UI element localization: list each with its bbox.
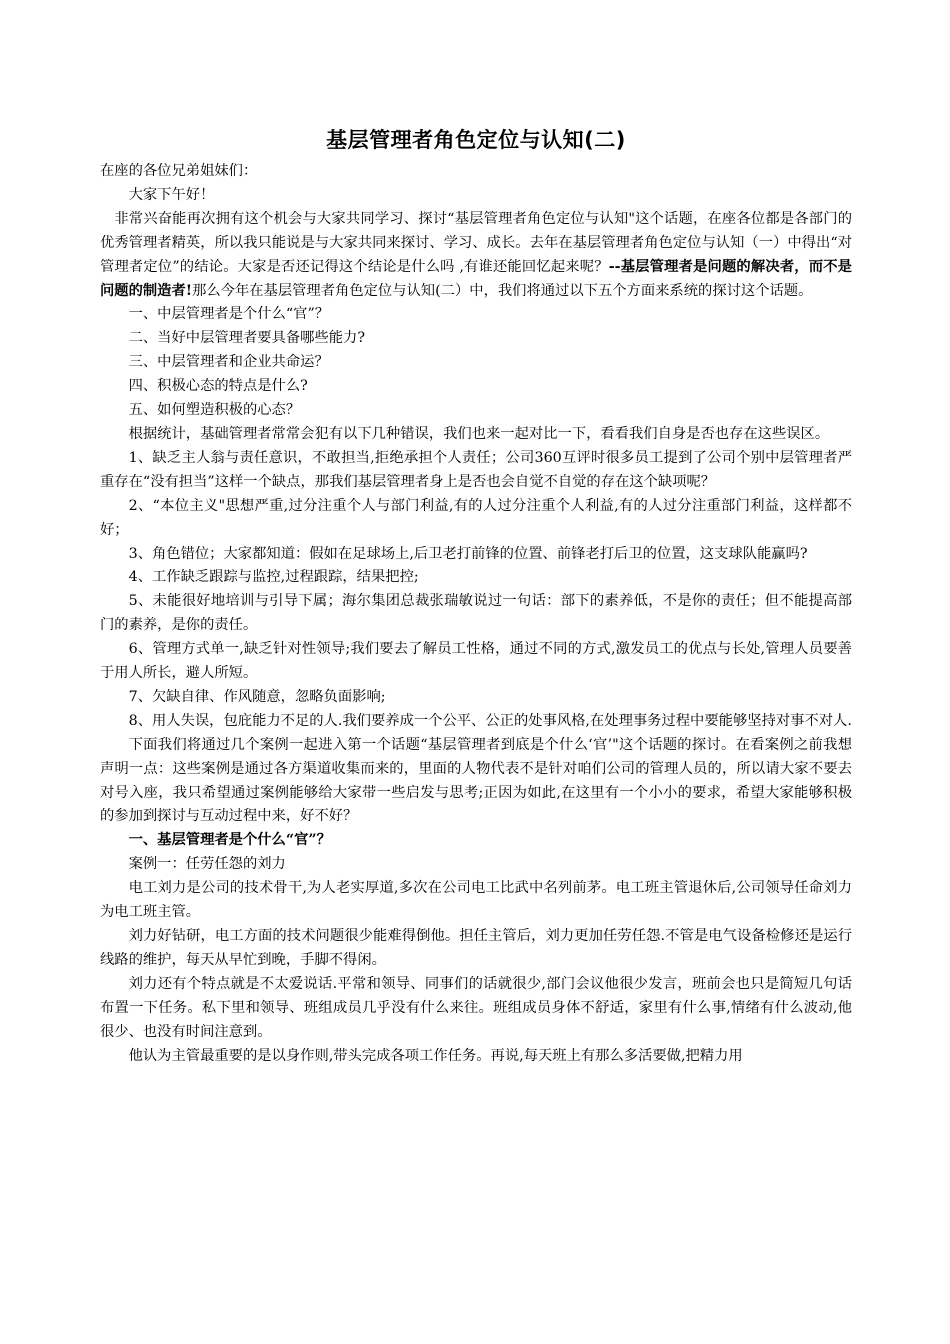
topic-item: 四、积极心态的特点是什么? — [128, 378, 308, 395]
error-item: 3、角色错位；大家都知道：假如在足球场上,后卫老打前锋的位置、前锋老打后卫的位置，这支球队能赢吗? — [128, 545, 808, 562]
intro-text-a: 非常兴奋能再次拥有这个机会与大家共同学习、探讨“基层管理者角色定位与认知"这个话题，在座各位都是各部门的优秀管理者精英，所以我只能说是与大家共同来探讨、学习、成长。去年在基层管理者角色定位与认知（一）中得出“对管理者定位”的结论。大家是否还记得这个结论是什么吗 ,有谁还能回忆起来呢？ — [100, 210, 852, 275]
statistics-paragraph: 根据统计，基础管理者常常会犯有以下几种错误，我们也来一起对比一下，看看我们自身是否也存在这些误区。 — [128, 425, 830, 442]
topic-item: 一、中层管理者是个什么“官”？ — [128, 306, 330, 323]
case-paragraph: 刘力还有个特点就是不太爱说话.平常和领导、同事们的话就很少,部门会议他很少发言，班前会也只是简短几句话布置一下任务。私下里和领导、班组成员几乎没有什么来往。班组成员身体不舒适，家里有什么事,情绪有什么波动,他很少、也没有时间注意到。 — [100, 975, 852, 1040]
topic-item: 五、如何塑造积极的心态？ — [128, 402, 301, 419]
error-item: 7、欠缺自律、作风随意，忽略负面影响; — [128, 688, 386, 705]
error-item: 6、管理方式单一,缺乏针对性领导;我们要去了解员工性格，通过不同的方式,激发员工的优点与长处,管理人员要善于用人所长，避人所短。 — [100, 641, 852, 682]
intro-paragraph — [100, 208, 852, 304]
greeting-afternoon: 大家下午好！ — [128, 186, 215, 203]
topic-item: 三、中层管理者和企业共命运？ — [128, 354, 329, 371]
document-page — [100, 124, 852, 1068]
error-item: 5、未能很好地培训与引导下属；海尔集团总裁张瑞敏说过一句话：部下的素养低，不是你的责任；但不能提高部门的素养，是你的责任。 — [100, 593, 852, 634]
case-paragraph: 电工刘力是公司的技术骨干,为人老实厚道,多次在公司电工比武中名列前茅。电工班主管退休后,公司领导任命刘力为电工班主管。 — [100, 880, 852, 921]
document-title: 基层管理者角色定位与认知(二) — [326, 128, 626, 152]
case-title: 案例一：任劳任怨的刘力 — [128, 856, 286, 873]
error-item: 4、工作缺乏跟踪与监控,过程跟踪，结果把控; — [128, 569, 419, 586]
error-item: 8、用人失误，包庇能力不足的人.我们要养成一个公平、公正的处事风格,在处理事务过程中要能够坚持对事不对人. — [128, 712, 852, 729]
section-heading: 一、基层管理者是个什么“官”？ — [128, 832, 331, 849]
intro-bold-conclusion: --基层管理者是问题的解决者，而不是问题的制造者! — [100, 258, 852, 299]
error-item: 1、缺乏主人翁与责任意识，不敢担当,拒绝承担个人责任；公司360互评时很多员工提到了公司个别中层管理者严重存在“没有担当”这样一个缺点，那我们基层管理者身上是否也会自觉不自觉的存在这个缺项呢？ — [100, 449, 852, 490]
case-paragraph: 刘力好钻研，电工方面的技术问题很少能难得倒他。担任主管后，刘力更加任劳任怨.不管是电气设备检修还是运行线路的维护，每天从早忙到晚，手脚不得闲。 — [100, 928, 852, 968]
case-paragraph: 他认为主管最重要的是以身作则,带头完成各项工作任务。再说,每天班上有那么多活要做,把精力用 — [128, 1047, 743, 1064]
error-item: 2、“本位主义"思想严重,过分注重个人与部门利益,有的人过分注重个人利益,有的人过分注重部门利益，这样都不好； — [100, 497, 852, 538]
transition-paragraph: 下面我们将通过几个案例一起进入第一个话题“基层管理者到底是个什么‘官’"这个话题的探讨。在看案例之前我想声明一点：这些案例是通过各方渠道收集而来的，里面的人物代表不是针对咱们公司的管理人员的，所以请大家不要去对号入座，我只希望通过案例能够给大家带一些启发与思考;正因为如此,在这里有一个小小的要求，希望大家能够积极的参加到探讨与互动过程中来，好不好？ — [100, 736, 852, 825]
topic-item: 二、当好中层管理者要具备哪些能力? — [128, 330, 366, 347]
intro-text-b: 那么今年在基层管理者角色定位与认知(二）中，我们将通过以下五个方面来系统的探讨这个话题。 — [192, 282, 813, 299]
greeting: 在座的各位兄弟姐妹们： — [100, 163, 258, 179]
